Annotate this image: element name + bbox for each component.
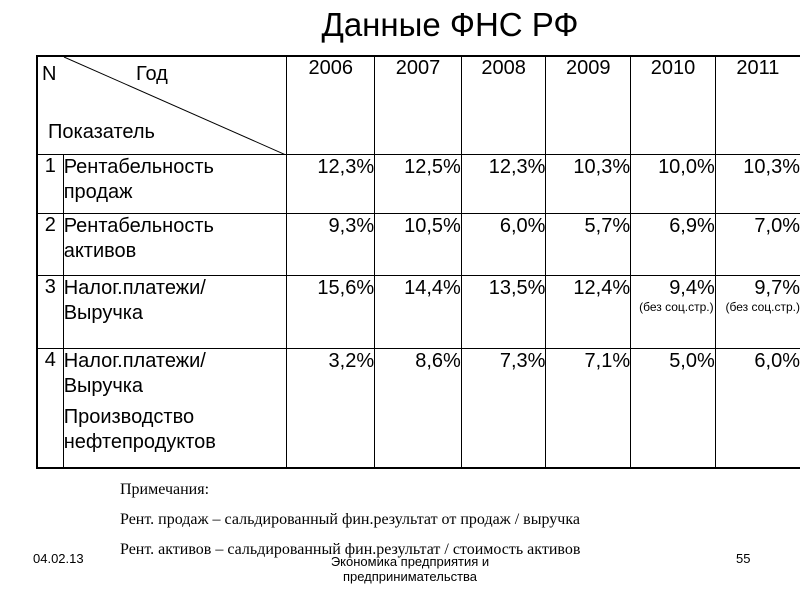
footer-course-title: Экономика предприятия и предпринимательства	[330, 554, 490, 584]
table-row	[37, 275, 800, 348]
header-row	[37, 56, 800, 154]
notes-heading: Примечания:	[120, 481, 210, 498]
table-row	[37, 213, 800, 275]
value-cell: 12,3%	[287, 154, 375, 213]
value-cell: 7,0%	[715, 213, 800, 275]
row-number: 3	[37, 275, 63, 348]
value-cell: 10,0%	[631, 154, 716, 213]
value-cell: 3,2%	[287, 348, 375, 468]
value-cell: 5,7%	[546, 213, 631, 275]
row-indicator	[63, 348, 287, 468]
row-indicator-extra: Производство нефтепродуктов	[63, 405, 216, 453]
header-year-label: Год	[136, 63, 168, 85]
row-indicator: Рентабельность продаж	[63, 154, 287, 213]
value-note: (без соц.стр.)	[725, 299, 800, 314]
value-cell: 12,3%	[461, 154, 546, 213]
value-cell: 10,3%	[546, 154, 631, 213]
header-indicator-label: Показатель	[48, 121, 155, 143]
table-row	[37, 154, 800, 213]
table-row	[37, 348, 800, 468]
header-n-label: N	[42, 63, 57, 85]
row-number: 1	[37, 154, 63, 213]
year-header-2009: 2009	[546, 56, 631, 154]
year-header-2007: 2007	[375, 56, 462, 154]
value-cell: 5,0%	[631, 348, 716, 468]
value-cell: 8,6%	[375, 348, 462, 468]
year-header-2010: 2010	[631, 56, 716, 154]
row-indicator: Налог.платежи/ Выручка	[63, 275, 287, 348]
row-number: 4	[37, 348, 63, 468]
footer-page-number: 55	[736, 551, 751, 566]
value-cell: 13,5%	[461, 275, 546, 348]
slide-title: Данные ФНС РФ	[321, 6, 579, 43]
year-header-2011: 2011	[715, 56, 800, 154]
value-cell: 6,0%	[715, 348, 800, 468]
value-cell: 7,3%	[461, 348, 546, 468]
note-line: Рент. активов – сальдированный фин.результат / стоимость активов	[120, 541, 581, 558]
value-cell: 7,1%	[546, 348, 631, 468]
value-cell: 6,0%	[461, 213, 546, 275]
value-cell: 9,3%	[287, 213, 375, 275]
row-indicator: Рентабельность активов	[63, 213, 287, 275]
value-note: (без соц.стр.)	[639, 299, 714, 314]
value-cell: 12,4%	[546, 275, 631, 348]
value-cell: 12,5%	[375, 154, 462, 213]
footer-date: 04.02.13	[33, 551, 84, 566]
value-cell: 10,5%	[375, 213, 462, 275]
header-corner-cell	[37, 56, 287, 154]
value-cell	[715, 275, 800, 348]
row-indicator-text: Налог.платежи/ Выручка	[63, 349, 206, 397]
value-cell: 14,4%	[375, 275, 462, 348]
value-text: 9,7%	[754, 276, 800, 299]
value-cell: 10,3%	[715, 154, 800, 213]
year-header-2008: 2008	[461, 56, 546, 154]
value-text: 9,4%	[669, 276, 715, 299]
row-number: 2	[37, 213, 63, 275]
value-cell: 6,9%	[631, 213, 716, 275]
value-cell	[631, 275, 716, 348]
note-line: Рент. продаж – сальдированный фин.результат от продаж / выручка	[120, 511, 580, 528]
value-cell: 15,6%	[287, 275, 375, 348]
fns-data-table	[36, 55, 800, 469]
year-header-2006: 2006	[287, 56, 375, 154]
